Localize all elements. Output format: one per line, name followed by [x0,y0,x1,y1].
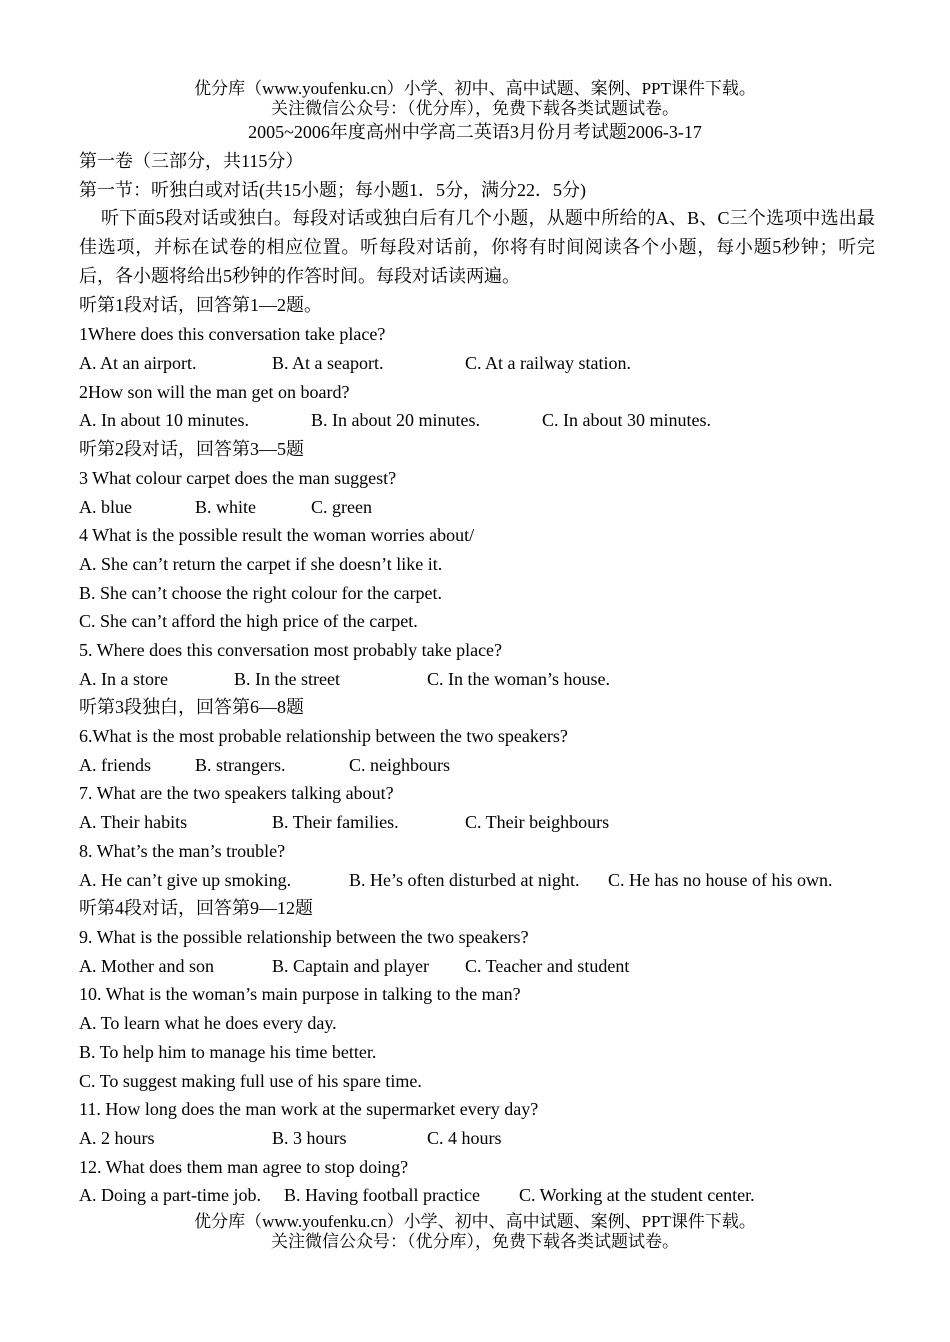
question-11-option-c: C. 4 hours [427,1128,502,1148]
exam-title: 2005~2006年度高州中学高二英语3月份月考试题2006-3-17 [248,122,702,142]
question-1-option-a: A. At an airport. [79,353,197,373]
question-1-option-b: B. At a seaport. [272,353,384,373]
question-8-option-c: C. He has no house of his own. [608,870,833,890]
segment-1-heading: 听第1段对话，回答第1—2题。 [79,295,322,315]
question-9-option-b: B. Captain and player [272,956,429,976]
question-2-option-c: C. In about 30 minutes. [542,410,711,430]
question-8: 8. What’s the man’s trouble? [79,841,286,861]
footer-line-1: 优分库（www.youfenku.cn）小学、初中、高中试题、案例、PPT课件下载。 [194,1212,756,1231]
question-7-option-c: C. Their beighbours [465,812,610,832]
question-10: 10. What is the woman’s main purpose in talking to the man? [79,984,521,1004]
question-11: 11. How long does the man work at the supermarket every day? [79,1099,539,1119]
question-1-option-c: C. At a railway station. [465,353,631,373]
question-4-option-c: C. She can’t afford the high price of the carpet. [79,611,418,631]
question-11-option-a: A. 2 hours [79,1128,155,1148]
segment-4-heading: 听第4段对话，回答第9—12题 [79,898,313,918]
question-5: 5. Where does this conversation most probably take place? [79,640,503,660]
question-6-option-c: C. neighbours [349,755,450,775]
question-9: 9. What is the possible relationship between the two speakers? [79,927,529,947]
question-1: 1Where does this conversation take place? [79,324,386,344]
question-5-option-b: B. In the street [234,669,340,689]
question-10-option-c: C. To suggest making full use of his spare time. [79,1071,422,1091]
question-7-option-a: A. Their habits [79,812,188,832]
question-5-option-a: A. In a store [79,669,168,689]
question-6-option-a: A. friends [79,755,151,775]
question-4-option-a: A. She can’t return the carpet if she doesn’t like it. [79,554,443,574]
question-3-option-b: B. white [195,497,256,517]
question-3: 3 What colour carpet does the man suggest? [79,468,397,488]
segment-3-heading: 听第3段独白，回答第6—8题 [79,697,304,717]
segment-2-heading: 听第2段对话，回答第3—5题 [79,439,304,459]
question-6-option-b: B. strangers. [195,755,286,775]
part-heading: 第一卷（三部分，共115分） [79,151,304,171]
question-8-option-a: A. He can’t give up smoking. [79,870,292,890]
question-12: 12. What does them man agree to stop doing? [79,1157,409,1177]
question-4-option-b: B. She can’t choose the right colour for the carpet. [79,583,443,603]
question-12-option-c: C. Working at the student center. [519,1185,755,1205]
section-heading: 第一节：听独白或对话(共15小题；每小题1．5分，满分22．5分) [79,180,586,200]
question-2-option-b: B. In about 20 minutes. [311,410,480,430]
question-4: 4 What is the possible result the woman worries about/ [79,525,475,545]
header-line-1: 优分库（www.youfenku.cn）小学、初中、高中试题、案例、PPT课件下载。 [194,79,756,98]
question-2-option-a: A. In about 10 minutes. [79,410,249,430]
header-line-2: 关注微信公众号：（优分库），免费下载各类试题试卷。 [271,99,679,118]
question-7: 7. What are the two speakers talking about? [79,783,394,803]
question-8-option-b: B. He’s often disturbed at night. [349,870,580,890]
question-5-option-c: C. In the woman’s house. [427,669,610,689]
question-3-option-c: C. green [311,497,372,517]
footer-line-2: 关注微信公众号：（优分库），免费下载各类试题试卷。 [271,1232,679,1251]
question-7-option-b: B. Their families. [272,812,399,832]
question-6: 6.What is the most probable relationship between the two speakers? [79,726,568,746]
question-9-option-c: C. Teacher and student [465,956,630,976]
question-10-option-b: B. To help him to manage his time better. [79,1042,377,1062]
question-12-option-a: A. Doing a part-time job. [79,1185,261,1205]
instructions-paragraph: 听下面5段对话或独白。每段对话或独白后有几个小题，从题中所给的A、B、C三个选项中选出最佳选项，并标在试卷的相应位置。听每段对话前，你将有时间阅读各个小题，每小题5秒钟；听完后，各小题将给出5秒钟的作答时间。每段对话读两遍。 [79,208,875,286]
question-12-option-b: B. Having football practice [284,1185,480,1205]
question-2: 2How son will the man get on board? [79,382,350,402]
question-9-option-a: A. Mother and son [79,956,214,976]
question-11-option-b: B. 3 hours [272,1128,347,1148]
question-10-option-a: A. To learn what he does every day. [79,1013,337,1033]
question-3-option-a: A. blue [79,497,132,517]
